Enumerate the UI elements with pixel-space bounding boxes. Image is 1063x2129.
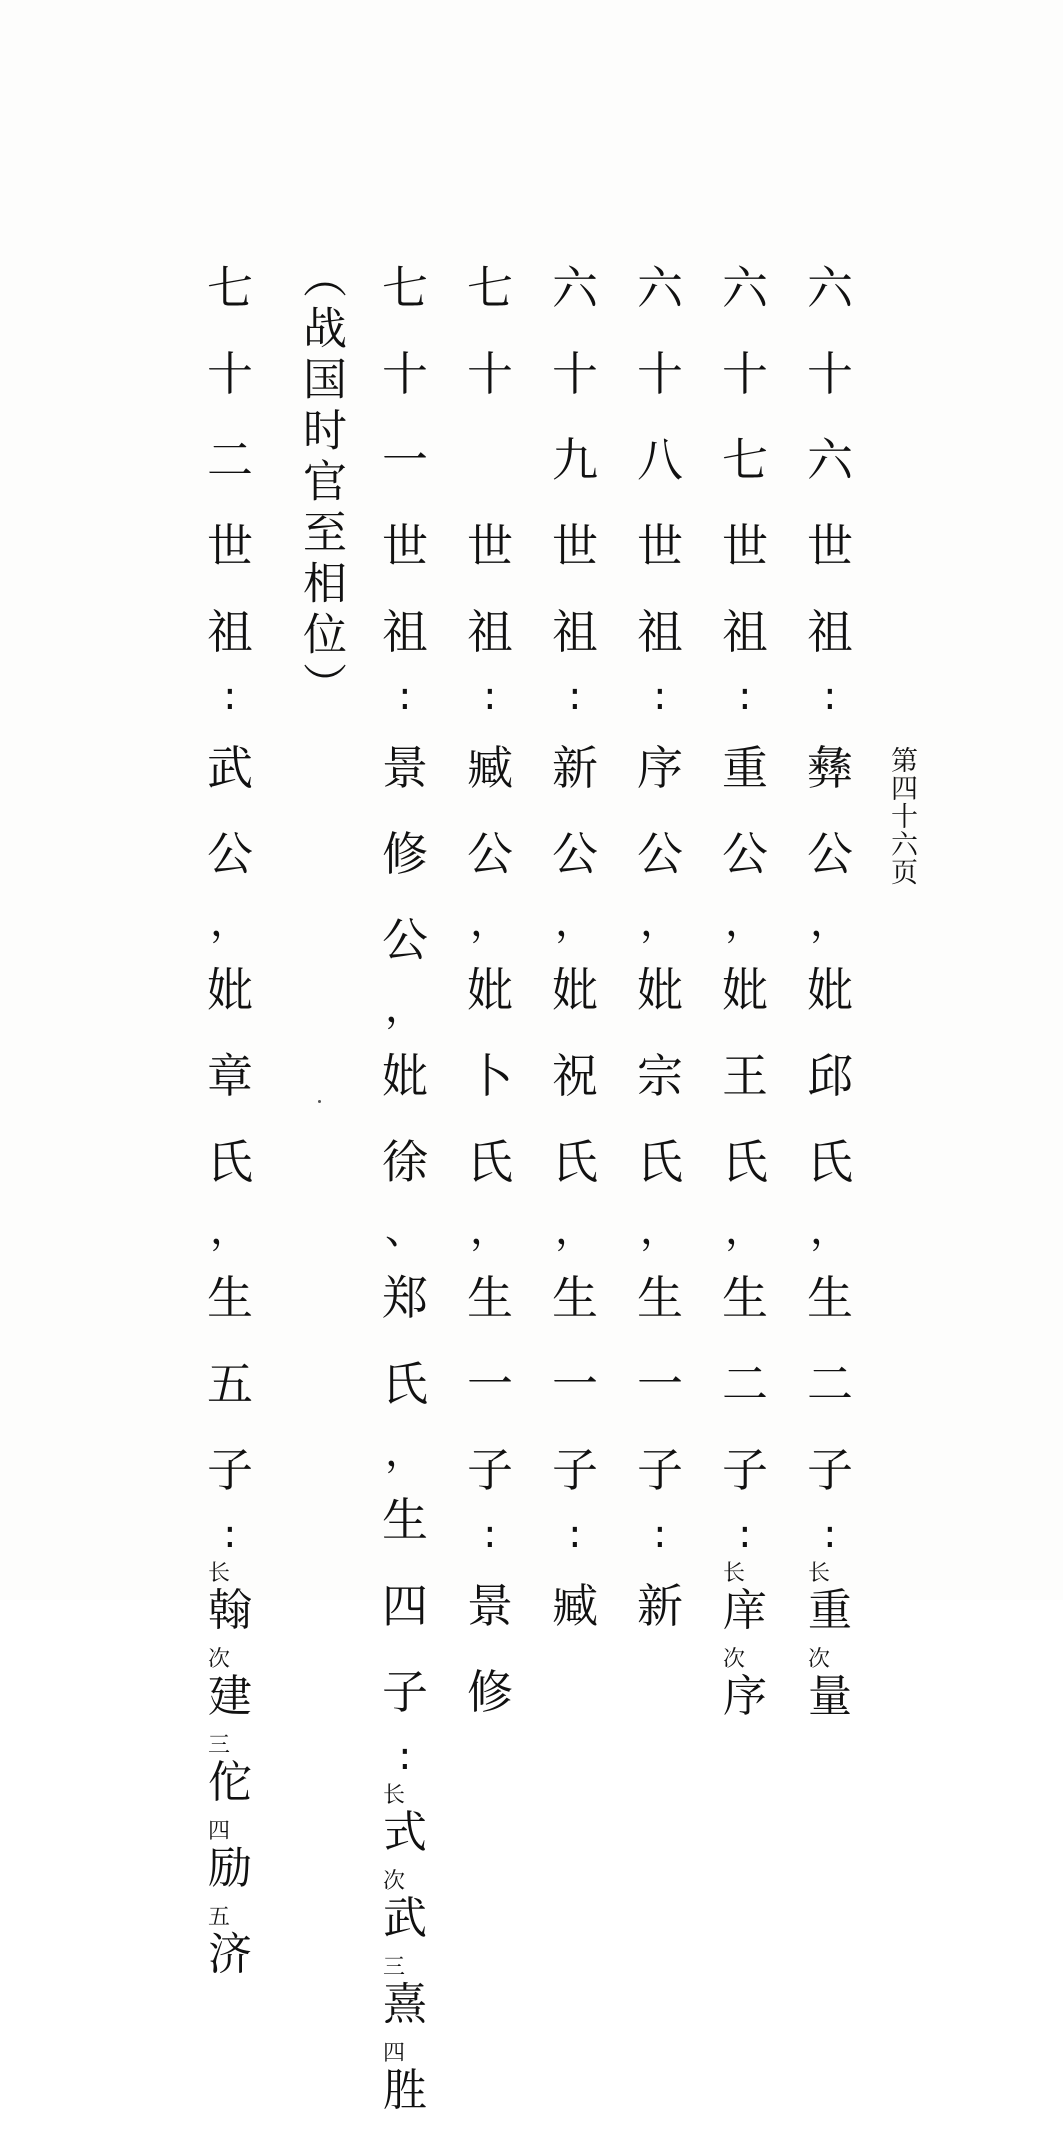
glyph: 六 [552, 261, 598, 315]
punct: ∶ [569, 677, 581, 723]
glyph: 章 [207, 1049, 253, 1103]
glyph: 生 [207, 1271, 253, 1325]
son-3: 三 佗 [208, 1733, 252, 1808]
glyph: 妣 [807, 963, 853, 1017]
glyph: 生 [722, 1271, 768, 1325]
glyph: 氏 [467, 1135, 513, 1189]
glyph: 王 [722, 1049, 768, 1103]
glyph: 氏 [807, 1135, 853, 1189]
glyph: 彝 [807, 741, 853, 795]
glyph: 邱 [807, 1049, 853, 1103]
paper-speck [318, 1100, 321, 1103]
glyph: 六 [807, 261, 853, 315]
glyph: 修 [382, 827, 428, 881]
glyph: 世 [722, 519, 768, 573]
entry-column-66 [800, 245, 860, 1735]
glyph: 世 [467, 519, 513, 573]
glyph: 公 [382, 913, 428, 967]
glyph: 世 [382, 519, 428, 573]
punct: ∶ [739, 1515, 751, 1561]
punct: ， [210, 1207, 250, 1253]
son-1: 长 翰 [208, 1561, 252, 1636]
entry-column-69 [545, 245, 605, 1649]
page-number: 第四十六页 [886, 746, 917, 886]
glyph: 一 [552, 1357, 598, 1411]
glyph: 子 [722, 1443, 768, 1497]
glyph: 子 [807, 1443, 853, 1497]
punct: ， [385, 985, 425, 1031]
punct: ， [470, 1207, 510, 1253]
glyph: 六 [722, 261, 768, 315]
son-5: 五 济 [208, 1905, 252, 1980]
glyph: 氏 [207, 1135, 253, 1189]
glyph: 妣 [722, 963, 768, 1017]
glyph: 祖 [807, 605, 853, 659]
glyph: 十 [722, 347, 768, 401]
glyph: 一 [467, 1357, 513, 1411]
spacer [460, 417, 520, 503]
punct: ， [640, 1207, 680, 1253]
punct: 、 [385, 1207, 425, 1253]
punct: ∶ [824, 1515, 836, 1561]
glyph: 六 [637, 261, 683, 315]
son-1: 长 重 [808, 1561, 852, 1636]
glyph: 徐 [382, 1135, 428, 1189]
punct: ， [725, 899, 765, 945]
punct: ∶ [654, 677, 666, 723]
glyph: 妣 [637, 963, 683, 1017]
glyph: 十 [637, 347, 683, 401]
punct: ∶ [739, 677, 751, 723]
punct: ∶ [399, 1737, 411, 1783]
glyph: 祖 [382, 605, 428, 659]
son-2: 次 量 [808, 1647, 852, 1722]
glyph: 重 [722, 741, 768, 795]
son-2: 次 武 [383, 1869, 427, 1944]
punct: ， [725, 1207, 765, 1253]
glyph: 五 [207, 1357, 253, 1411]
punct: ∶ [824, 677, 836, 723]
entry-column-68 [630, 245, 690, 1649]
glyph: 武 [207, 741, 253, 795]
glyph: 生 [467, 1271, 513, 1325]
glyph: 氏 [722, 1135, 768, 1189]
glyph: 公 [552, 827, 598, 881]
son-1: 长 庠 [723, 1561, 767, 1636]
glyph: 郑 [382, 1271, 428, 1325]
glyph: 臧 [467, 741, 513, 795]
glyph: 生 [552, 1271, 598, 1325]
glyph: 二 [722, 1357, 768, 1411]
punct: ， [810, 899, 850, 945]
glyph: 世 [807, 519, 853, 573]
son-1-char-2: 修 [467, 1665, 513, 1719]
glyph: 四 [382, 1579, 428, 1633]
punct: ， [210, 899, 250, 945]
glyph: 子 [207, 1443, 253, 1497]
punct: ∶ [484, 1515, 496, 1561]
glyph: 祝 [552, 1049, 598, 1103]
glyph: 子 [552, 1443, 598, 1497]
entry-column-71 [375, 245, 435, 2129]
glyph: 公 [722, 827, 768, 881]
son-1-char-1: 景 [467, 1579, 513, 1633]
glyph: 二 [807, 1357, 853, 1411]
glyph: 祖 [552, 605, 598, 659]
glyph: 生 [807, 1271, 853, 1325]
glyph: 生 [637, 1271, 683, 1325]
glyph: 新 [552, 741, 598, 795]
glyph: 氏 [552, 1135, 598, 1189]
glyph: 妣 [382, 1049, 428, 1103]
son-2: 次 建 [208, 1647, 252, 1722]
glyph: 八 [637, 433, 683, 487]
son-3: 三 熹 [383, 1955, 427, 2030]
glyph: 九 [552, 433, 598, 487]
son-1: 新 [637, 1579, 683, 1633]
punct: ， [555, 899, 595, 945]
glyph: 妣 [552, 963, 598, 1017]
glyph: 七 [467, 261, 513, 315]
punct: ∶ [569, 1515, 581, 1561]
son-2: 次 序 [723, 1647, 767, 1722]
son-1: 长 式 [383, 1783, 427, 1858]
glyph: 二 [207, 433, 253, 487]
glyph: 十 [382, 347, 428, 401]
son-4: 四 励 [208, 1819, 252, 1894]
glyph: 妣 [467, 963, 513, 1017]
glyph: 六 [807, 433, 853, 487]
punct: ∶ [224, 1515, 236, 1561]
glyph: 序 [637, 741, 683, 795]
glyph: 卜 [467, 1049, 513, 1103]
punct: ， [385, 1429, 425, 1475]
glyph: 宗 [637, 1049, 683, 1103]
glyph: 公 [637, 827, 683, 881]
son-4: 四 胜 [383, 2041, 427, 2116]
glyph: 世 [637, 519, 683, 573]
glyph: 公 [467, 827, 513, 881]
glyph: 子 [637, 1443, 683, 1497]
glyph: 一 [637, 1357, 683, 1411]
glyph: 七 [722, 433, 768, 487]
glyph: 世 [552, 519, 598, 573]
punct: ∶ [224, 677, 236, 723]
son-1: 臧 [552, 1579, 598, 1633]
glyph: 七 [207, 261, 253, 315]
entry-column-70 [460, 245, 520, 1735]
glyph: 世 [207, 519, 253, 573]
glyph: 十 [807, 347, 853, 401]
glyph: 生 [382, 1493, 428, 1547]
punct: ， [640, 899, 680, 945]
glyph: 公 [807, 827, 853, 881]
glyph: 一 [382, 433, 428, 487]
glyph: 妣 [207, 963, 253, 1017]
glyph: 十 [552, 347, 598, 401]
glyph: 十 [207, 347, 253, 401]
historical-note: （战国时官至相位） [295, 254, 346, 713]
entry-column-72 [200, 245, 260, 1993]
punct: ∶ [484, 677, 496, 723]
glyph: 祖 [467, 605, 513, 659]
glyph: 祖 [722, 605, 768, 659]
glyph: 祖 [207, 605, 253, 659]
glyph: 十 [467, 347, 513, 401]
glyph: 氏 [382, 1357, 428, 1411]
glyph: 祖 [637, 605, 683, 659]
punct: ， [470, 899, 510, 945]
entry-column-67 [715, 245, 775, 1735]
glyph: 七 [382, 261, 428, 315]
punct: ， [555, 1207, 595, 1253]
punct: ， [810, 1207, 850, 1253]
punct: ∶ [654, 1515, 666, 1561]
glyph: 氏 [637, 1135, 683, 1189]
punct: ∶ [399, 677, 411, 723]
glyph: 公 [207, 827, 253, 881]
glyph: 景 [382, 741, 428, 795]
glyph: 子 [382, 1665, 428, 1719]
glyph: 子 [467, 1443, 513, 1497]
